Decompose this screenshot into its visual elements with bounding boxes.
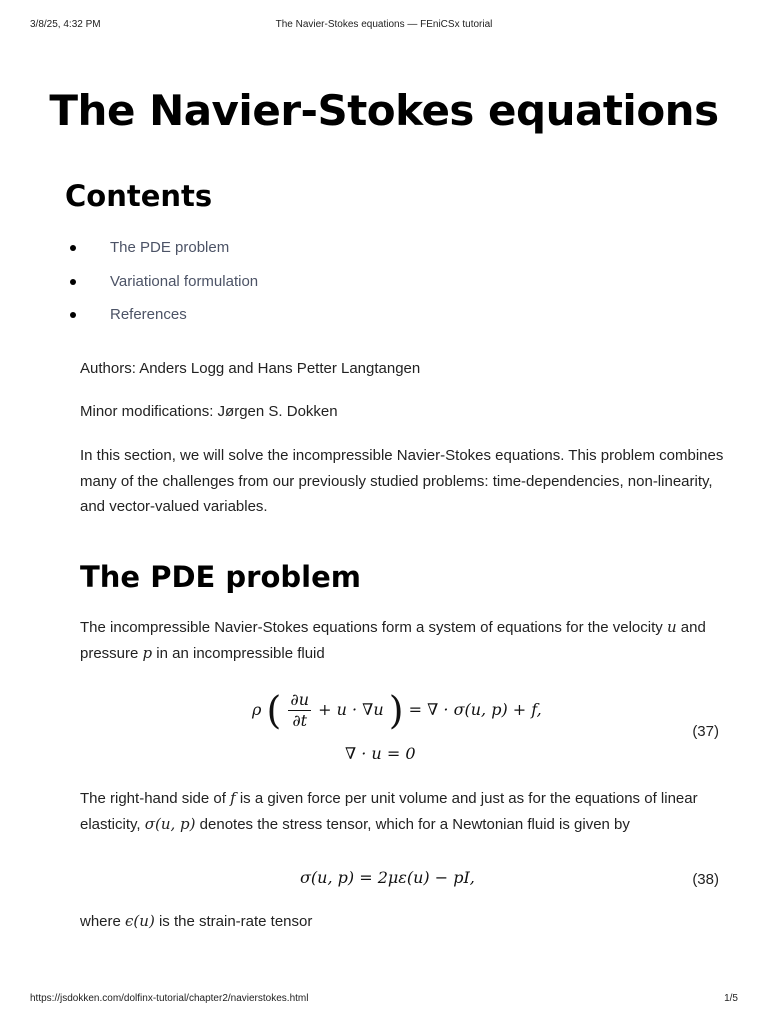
- toc-link-variational-formulation[interactable]: Variational formulation: [110, 272, 259, 290]
- print-url: https://jsdokken.com/dolfinx-tutorial/chapter2/navierstokes.html: [30, 993, 309, 1004]
- pde-paragraph: [80, 615, 725, 666]
- print-footer: [30, 993, 738, 1007]
- left-paren: (: [266, 688, 282, 733]
- stress-text-3: denotes the stress tensor, which for a Newtonian fluid is given by: [195, 815, 630, 833]
- print-page-number: 1/5: [724, 993, 738, 1004]
- minor-modifications-line: Minor modifications: Jørgen S. Dokken: [80, 403, 338, 420]
- pressure-symbol: p: [142, 643, 153, 662]
- print-document-title: The Navier-Stokes equations — FEniCSx tutorial: [275, 19, 493, 30]
- authors-line: Authors: Anders Logg and Hans Petter Langtangen: [80, 360, 421, 377]
- toc-link-references[interactable]: References: [110, 306, 187, 323]
- strain-rate-paragraph: [80, 909, 725, 935]
- toc-item: [90, 236, 258, 270]
- equation-37-line-1: [252, 690, 542, 731]
- pde-text-1: The incompressible Navier-Stokes equations form a system of equations for the velocity: [80, 619, 667, 636]
- toc-item: [90, 270, 258, 304]
- strain-text-2: is the strain-rate tensor: [154, 913, 313, 930]
- fraction-numerator: ∂u: [290, 690, 309, 709]
- right-paren: ): [388, 688, 404, 733]
- equation-number-38: (38): [692, 871, 719, 888]
- stress-text-2: is a given force per unit volume and just as for the equations of linear elasticity,: [80, 790, 698, 833]
- equation-37: [80, 690, 725, 770]
- strain-rate-symbol: ϵ(u): [125, 912, 155, 930]
- page-title: The Navier-Stokes equations: [49, 86, 719, 135]
- strain-text-1: where: [80, 913, 126, 930]
- velocity-symbol: u: [666, 618, 677, 636]
- momentum-rhs: = ∇ · σ(u, p) + f,: [408, 700, 542, 719]
- toc-item: [90, 303, 258, 337]
- equation-37-line-2: ∇ · u = 0: [345, 744, 416, 763]
- convective-term: + u · ∇u: [318, 700, 384, 719]
- pde-text-3: in an incompressible fluid: [152, 644, 325, 662]
- stress-tensor-symbol: σ(u, p): [144, 814, 196, 833]
- equation-38-expression: σ(u, p) = 2με(u) − pI,: [300, 868, 475, 887]
- force-symbol: f: [230, 789, 236, 807]
- time-derivative-fraction: [288, 690, 311, 731]
- contents-heading: Contents: [65, 179, 213, 213]
- print-date: 3/8/25, 4:32 PM: [30, 19, 101, 30]
- intro-paragraph: In this section, we will solve the incompressible Navier-Stokes equations. This problem combines many of the challenges from our previously studied problems: time-dependencies, non-linearity, and vector-valued variables.: [80, 447, 724, 515]
- toc-link-pde-problem[interactable]: The PDE problem: [110, 239, 230, 256]
- table-of-contents: [90, 236, 258, 337]
- section-heading-pde-problem: The PDE problem: [80, 560, 361, 594]
- equation-number-37: (37): [692, 723, 719, 740]
- rho-symbol: ρ: [252, 700, 262, 719]
- pde-text-2: and pressure: [80, 619, 706, 662]
- print-header: [30, 19, 738, 33]
- equation-38: [80, 866, 725, 894]
- stress-paragraph: [80, 786, 725, 837]
- stress-text-1: The right-hand side of: [80, 790, 231, 807]
- fraction-denominator: ∂t: [292, 711, 308, 730]
